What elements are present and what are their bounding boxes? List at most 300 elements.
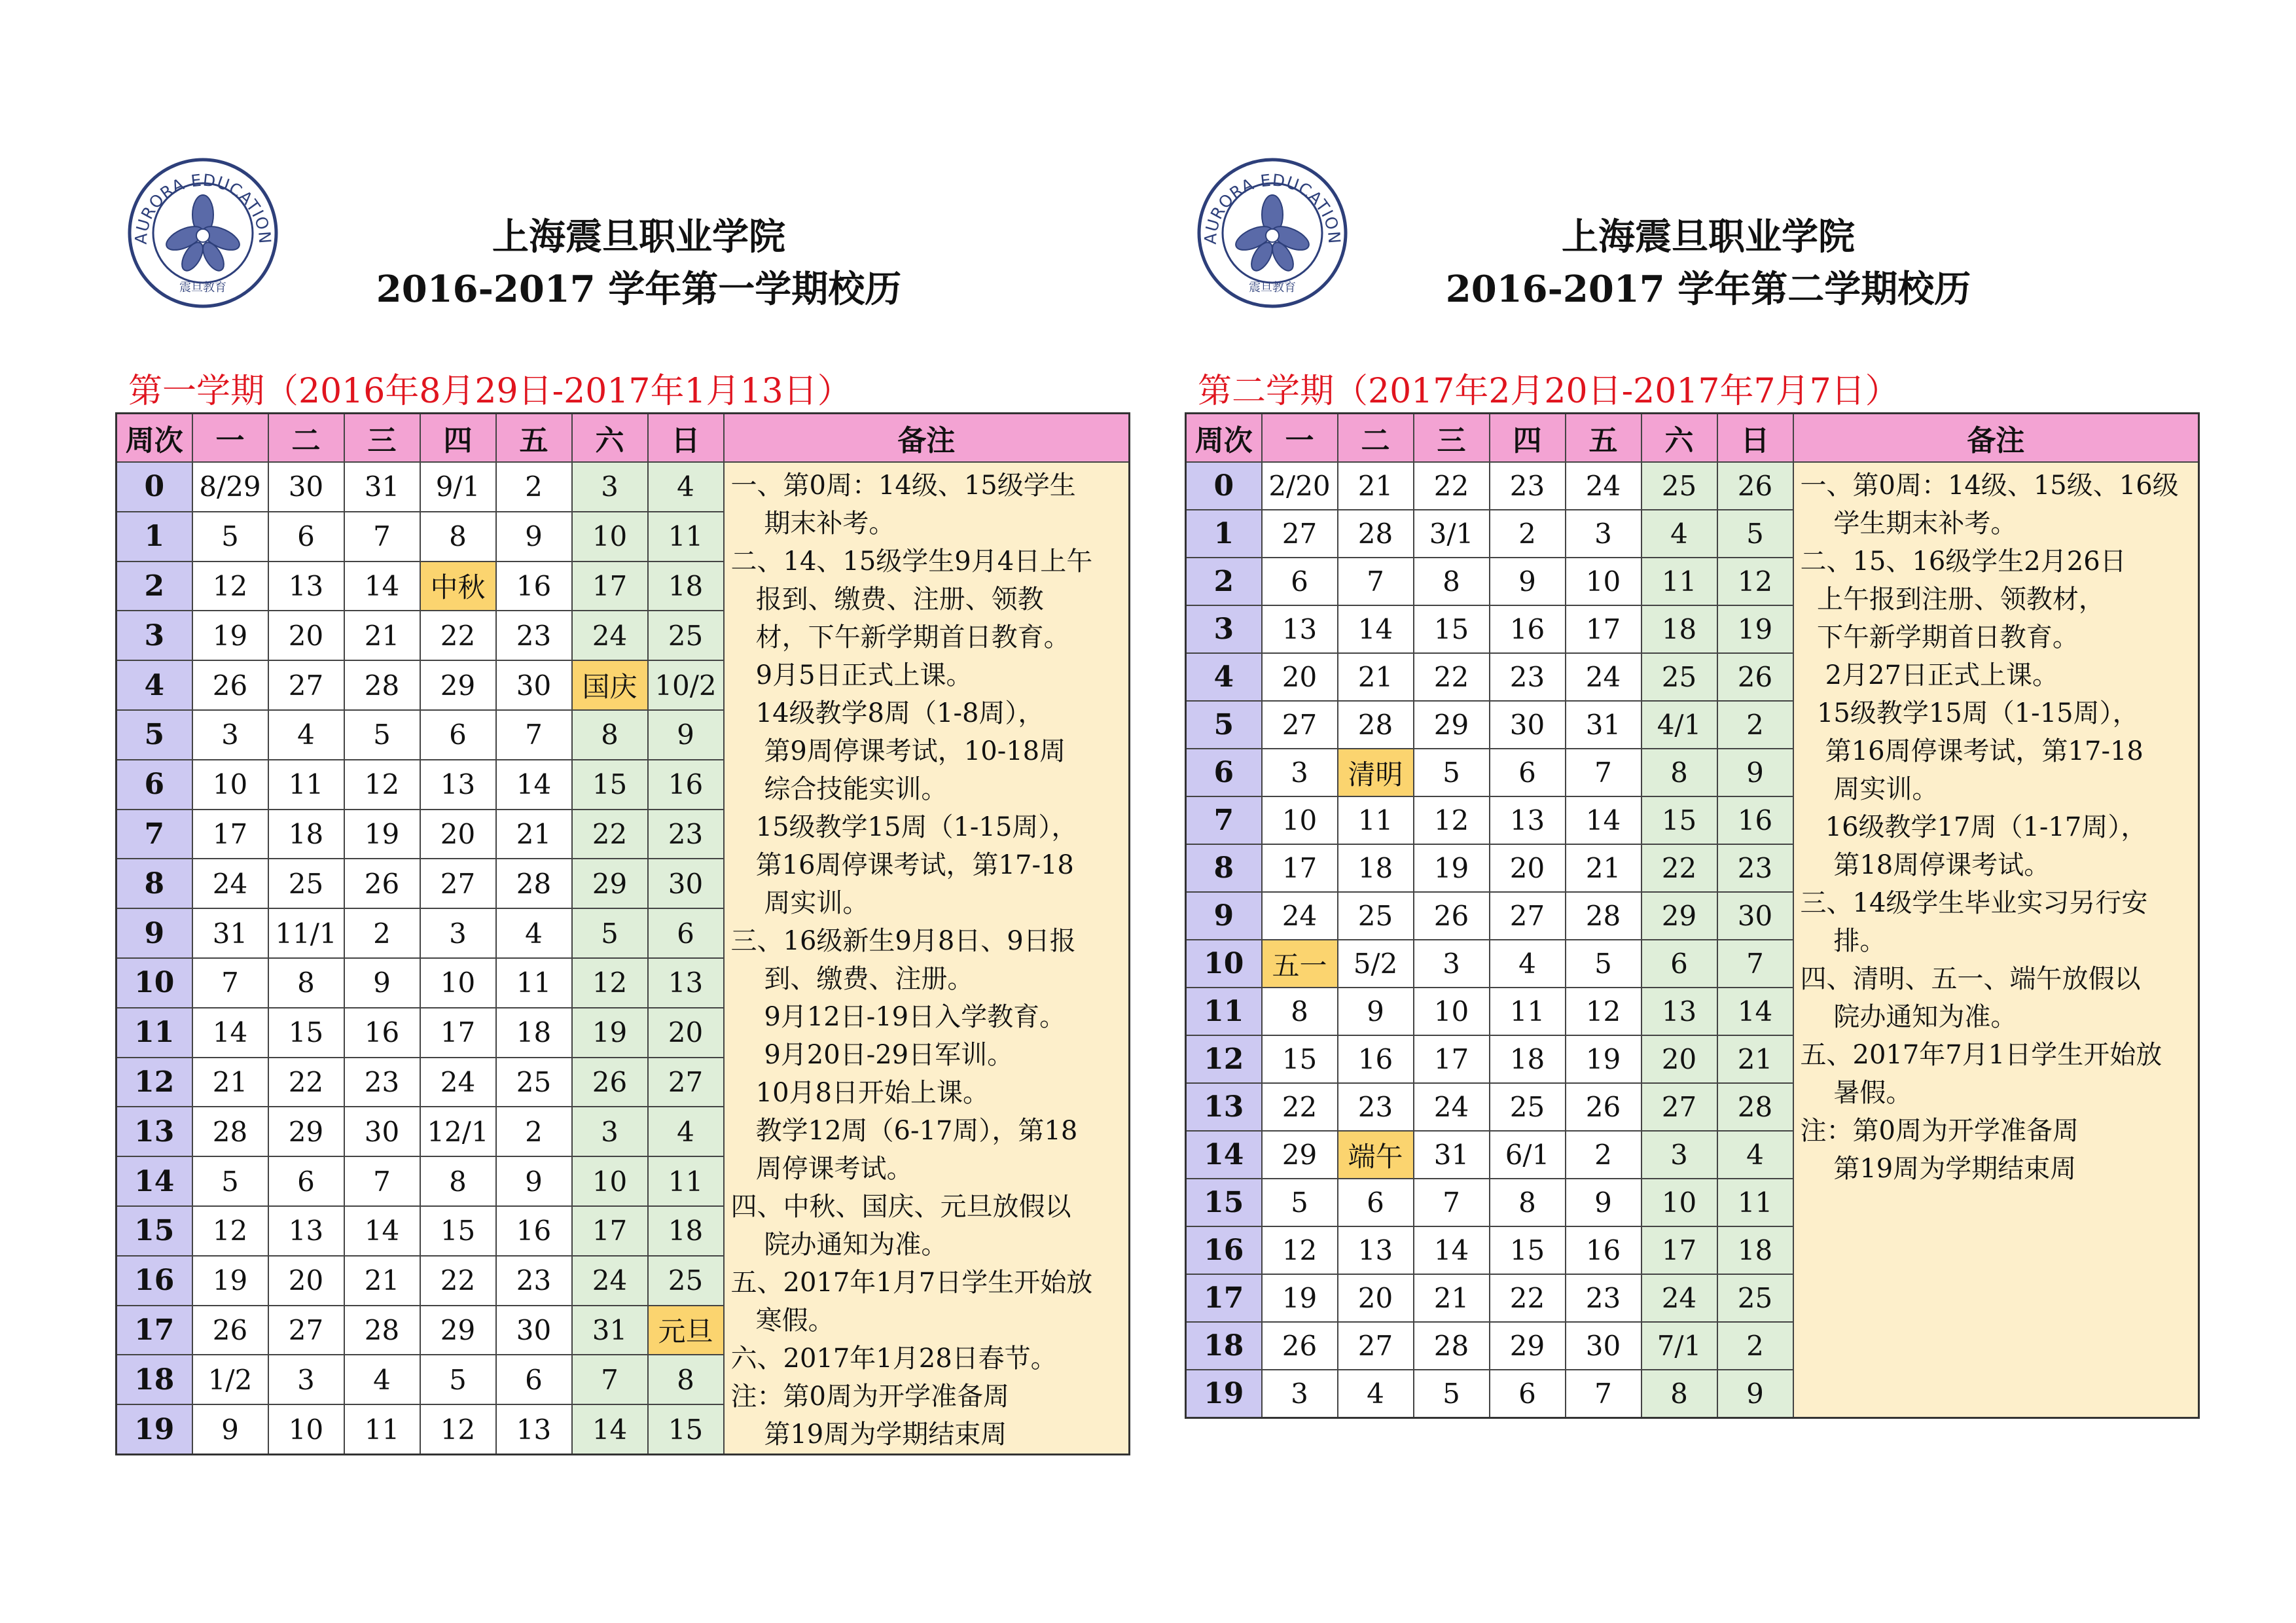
day-cell: 16: [344, 1008, 420, 1058]
day-cell: 13: [268, 1206, 344, 1256]
day-cell: 29: [420, 660, 496, 710]
day-cell: 18: [268, 810, 344, 859]
day-cell: 10/2: [648, 660, 724, 710]
day-cell: 23: [496, 1256, 572, 1306]
week-number: 9: [117, 908, 192, 958]
day-cell: 15: [1414, 605, 1490, 653]
day-cell: 18: [1490, 1035, 1566, 1083]
day-cell: 28: [496, 859, 572, 908]
day-cell: 19: [1414, 844, 1490, 892]
week-number: 11: [1186, 988, 1262, 1035]
day-cell: 12: [192, 562, 268, 611]
day-cell: 13: [420, 760, 496, 810]
day-cell: 16: [648, 760, 724, 810]
day-cell: 6: [1641, 940, 1717, 988]
day-cell: 27: [648, 1058, 724, 1107]
day-cell: 21: [344, 1256, 420, 1306]
day-cell: 24: [1566, 653, 1641, 701]
day-cell: 7: [344, 1156, 420, 1206]
day-cell: 17: [1641, 1226, 1717, 1274]
day-cell: 11/1: [268, 908, 344, 958]
day-cell: 12: [1566, 988, 1641, 1035]
week-number: 4: [1186, 653, 1262, 701]
day-cell: 30: [268, 462, 344, 512]
day-cell: 3: [572, 462, 648, 512]
logo-sub-text: 震旦教育: [1249, 281, 1296, 294]
week-number: 10: [117, 958, 192, 1008]
day-cell: 26: [1414, 892, 1490, 940]
day-cell: 14: [344, 562, 420, 611]
day-cell: 22: [1490, 1274, 1566, 1322]
day-cell: 27: [1262, 510, 1338, 558]
note-line: 期末补考。: [730, 508, 895, 539]
note-line: 第16周停课考试，第17-18: [1800, 736, 2144, 766]
day-cell: 18: [648, 1206, 724, 1256]
note-line: 学生期末补考。: [1800, 508, 2017, 539]
day-cell: 6: [1490, 1370, 1566, 1418]
day-cell: 10: [420, 958, 496, 1008]
school-name: 上海震旦职业学院: [1562, 215, 1855, 259]
note-line: 三、16级新生9月8日、9日报: [730, 926, 1076, 956]
note-line: 第9周停课考试，10-18周: [730, 736, 1066, 766]
header-cell: 一: [192, 414, 268, 463]
day-cell: 16: [1566, 1226, 1641, 1274]
day-cell: 21: [496, 810, 572, 859]
day-cell: 20: [1262, 653, 1338, 701]
day-cell: 15: [648, 1404, 724, 1454]
day-cell: 4: [1490, 940, 1566, 988]
header-cell: 周次: [1186, 414, 1262, 463]
day-cell: 9: [648, 710, 724, 760]
day-cell: 11: [1338, 796, 1414, 844]
day-cell: 28: [1338, 701, 1414, 749]
day-cell: 22: [572, 810, 648, 859]
week-number: 19: [1186, 1370, 1262, 1418]
day-cell: 8: [420, 1156, 496, 1206]
day-cell: 15: [1262, 1035, 1338, 1083]
day-cell: 20: [1338, 1274, 1414, 1322]
day-cell: 17: [192, 810, 268, 859]
day-cell: 25: [268, 859, 344, 908]
day-cell: 22: [420, 1256, 496, 1306]
semester-1-calendar: [115, 151, 1130, 1450]
day-cell: 3: [1262, 749, 1338, 796]
day-cell: 10: [572, 512, 648, 562]
day-cell: 13: [268, 562, 344, 611]
day-cell: 2: [1566, 1131, 1641, 1179]
day-cell: 3: [420, 908, 496, 958]
note-line: 10月8日开始上课。: [730, 1078, 990, 1108]
holiday-cell: 国庆: [572, 660, 648, 710]
calendar-title: 2016-2017 学年第二学期校历: [1445, 268, 1971, 311]
day-cell: 24: [1414, 1083, 1490, 1131]
day-cell: 14: [1414, 1226, 1490, 1274]
day-cell: 27: [1490, 892, 1566, 940]
day-cell: 18: [1338, 844, 1414, 892]
day-cell: 16: [496, 562, 572, 611]
notes-cell: [724, 462, 1130, 1455]
day-cell: 8: [1641, 749, 1717, 796]
day-cell: 27: [1262, 701, 1338, 749]
header-row: [1186, 414, 2199, 463]
day-cell: 9: [1717, 749, 1793, 796]
day-cell: 5: [420, 1355, 496, 1404]
day-cell: 10: [1566, 558, 1641, 605]
header-cell: 二: [268, 414, 344, 463]
note-line: 三、14级学生毕业实习另行安: [1800, 888, 2148, 918]
calendar-title-block: [1414, 211, 2003, 315]
day-cell: 7: [1717, 940, 1793, 988]
note-line: 排。: [1800, 926, 1886, 956]
day-cell: 2/20: [1262, 462, 1338, 510]
note-line: 二、14、15级学生9月4日上午: [730, 546, 1093, 577]
day-cell: 14: [192, 1008, 268, 1058]
week-number: 5: [117, 710, 192, 760]
day-cell: 28: [1566, 892, 1641, 940]
note-line: 周实训。: [730, 888, 869, 918]
day-cell: 4: [1338, 1370, 1414, 1418]
day-cell: 9/1: [420, 462, 496, 512]
header-cell: 备注: [724, 414, 1130, 463]
day-cell: 19: [572, 1008, 648, 1058]
day-cell: 8: [572, 710, 648, 760]
note-line: 周实训。: [1800, 774, 1939, 804]
day-cell: 17: [1414, 1035, 1490, 1083]
day-cell: 5: [1414, 749, 1490, 796]
day-cell: 12: [420, 1404, 496, 1454]
note-line: 周停课考试。: [730, 1154, 913, 1184]
day-cell: 20: [420, 810, 496, 859]
logo-ring-text: AURORA EDUCATION: [1200, 170, 1344, 245]
day-cell: 13: [496, 1404, 572, 1454]
day-cell: 11: [1717, 1179, 1793, 1226]
day-cell: 19: [192, 611, 268, 660]
day-cell: 31: [192, 908, 268, 958]
day-cell: 9: [344, 958, 420, 1008]
note-line: 一、第0周：14级、15级、16级: [1800, 471, 2179, 501]
day-cell: 25: [1641, 653, 1717, 701]
day-cell: 2: [496, 462, 572, 512]
day-cell: 6/1: [1490, 1131, 1566, 1179]
week-number: 3: [1186, 605, 1262, 653]
day-cell: 4: [1641, 510, 1717, 558]
day-cell: 2: [1717, 701, 1793, 749]
day-cell: 5: [192, 512, 268, 562]
note-line: 15级教学15周（1-15周），: [730, 812, 1078, 842]
day-cell: 24: [420, 1058, 496, 1107]
day-cell: 30: [1717, 892, 1793, 940]
week-number: 8: [117, 859, 192, 908]
week-number: 6: [1186, 749, 1262, 796]
day-cell: 27: [1338, 1322, 1414, 1370]
day-cell: 27: [1641, 1083, 1717, 1131]
day-cell: 26: [192, 660, 268, 710]
day-cell: 4: [344, 1355, 420, 1404]
day-cell: 8: [420, 512, 496, 562]
day-cell: 3: [1262, 1370, 1338, 1418]
day-cell: 18: [496, 1008, 572, 1058]
day-cell: 13: [1490, 796, 1566, 844]
note-line: 注：第0周为开学准备周: [1800, 1116, 2079, 1146]
day-cell: 24: [1262, 892, 1338, 940]
aurora-education-logo-icon: [127, 157, 279, 309]
day-cell: 21: [1717, 1035, 1793, 1083]
day-cell: 23: [1490, 653, 1566, 701]
day-cell: 12: [1414, 796, 1490, 844]
week-number: 3: [117, 611, 192, 660]
week-number: 2: [1186, 558, 1262, 605]
day-cell: 11: [268, 760, 344, 810]
week-number: 16: [1186, 1226, 1262, 1274]
day-cell: 21: [1338, 462, 1414, 510]
day-cell: 22: [1414, 462, 1490, 510]
week-number: 12: [1186, 1035, 1262, 1083]
header-cell: 一: [1262, 414, 1338, 463]
day-cell: 14: [344, 1206, 420, 1256]
day-cell: 22: [1641, 844, 1717, 892]
aurora-education-logo-icon: [1196, 157, 1348, 309]
day-cell: 3: [192, 710, 268, 760]
day-cell: 11: [496, 958, 572, 1008]
day-cell: 8: [1414, 558, 1490, 605]
day-cell: 23: [1566, 1274, 1641, 1322]
day-cell: 19: [1717, 605, 1793, 653]
day-cell: 11: [648, 512, 724, 562]
day-cell: 5: [1414, 1370, 1490, 1418]
day-cell: 22: [420, 611, 496, 660]
note-line: 15级教学15周（1-15周），: [1800, 698, 2139, 728]
day-cell: 9: [1490, 558, 1566, 605]
day-cell: 14: [496, 760, 572, 810]
logo-ring-text: AURORA EDUCATION: [131, 170, 275, 245]
calendar-table: [1185, 412, 2200, 1419]
day-cell: 24: [1566, 462, 1641, 510]
day-cell: 20: [648, 1008, 724, 1058]
day-cell: 9: [1566, 1179, 1641, 1226]
day-cell: 19: [344, 810, 420, 859]
note-line: 2月27日正式上课。: [1800, 660, 2059, 690]
day-cell: 23: [648, 810, 724, 859]
day-cell: 25: [1490, 1083, 1566, 1131]
day-cell: 5/2: [1338, 940, 1414, 988]
school-name: 上海震旦职业学院: [492, 215, 785, 259]
note-line: 下午新学期首日教育。: [1800, 622, 2079, 652]
week-row: [117, 462, 1130, 512]
week-number: 11: [117, 1008, 192, 1058]
day-cell: 16: [1338, 1035, 1414, 1083]
day-cell: 29: [572, 859, 648, 908]
note-line: 院办通知为准。: [1800, 1002, 2017, 1032]
day-cell: 29: [1262, 1131, 1338, 1179]
day-cell: 12: [1262, 1226, 1338, 1274]
note-line: 六、2017年1月28日春节。: [730, 1344, 1057, 1374]
day-cell: 10: [268, 1404, 344, 1454]
day-cell: 28: [1717, 1083, 1793, 1131]
day-cell: 3: [1414, 940, 1490, 988]
header-cell: 三: [344, 414, 420, 463]
day-cell: 4: [268, 710, 344, 760]
day-cell: 3: [1641, 1131, 1717, 1179]
notes-cell: [1793, 462, 2199, 1418]
day-cell: 3: [572, 1107, 648, 1156]
day-cell: 26: [1262, 1322, 1338, 1370]
note-line: 一、第0周：14级、15级学生: [730, 471, 1076, 501]
day-cell: 27: [268, 1306, 344, 1355]
day-cell: 10: [572, 1156, 648, 1206]
day-cell: 21: [344, 611, 420, 660]
day-cell: 23: [1490, 462, 1566, 510]
day-cell: 17: [572, 562, 648, 611]
day-cell: 17: [1262, 844, 1338, 892]
day-cell: 23: [496, 611, 572, 660]
day-cell: 29: [1414, 701, 1490, 749]
day-cell: 6: [1490, 749, 1566, 796]
day-cell: 30: [496, 1306, 572, 1355]
header-cell: 三: [1414, 414, 1490, 463]
week-number: 14: [1186, 1131, 1262, 1179]
day-cell: 19: [1262, 1274, 1338, 1322]
day-cell: 7/1: [1641, 1322, 1717, 1370]
day-cell: 5: [1566, 940, 1641, 988]
day-cell: 10: [1414, 988, 1490, 1035]
week-number: 1: [1186, 510, 1262, 558]
day-cell: 2: [344, 908, 420, 958]
note-line: 16级教学17周（1-17周），: [1800, 812, 2147, 842]
day-cell: 22: [268, 1058, 344, 1107]
day-cell: 19: [192, 1256, 268, 1306]
day-cell: 14: [1717, 988, 1793, 1035]
day-cell: 15: [572, 760, 648, 810]
day-cell: 9: [192, 1404, 268, 1454]
day-cell: 3/1: [1414, 510, 1490, 558]
day-cell: 4: [648, 1107, 724, 1156]
day-cell: 18: [1717, 1226, 1793, 1274]
week-number: 0: [117, 462, 192, 512]
day-cell: 31: [1414, 1131, 1490, 1179]
day-cell: 8: [648, 1355, 724, 1404]
day-cell: 7: [1566, 1370, 1641, 1418]
note-line: 综合技能实训。: [730, 774, 948, 804]
day-cell: 28: [344, 660, 420, 710]
day-cell: 23: [1338, 1083, 1414, 1131]
day-cell: 24: [192, 859, 268, 908]
note-line: 五、2017年1月7日学生开始放: [730, 1268, 1093, 1298]
day-cell: 28: [1338, 510, 1414, 558]
week-number: 7: [117, 810, 192, 859]
day-cell: 26: [192, 1306, 268, 1355]
week-number: 14: [117, 1156, 192, 1206]
header-cell: 五: [1566, 414, 1641, 463]
day-cell: 20: [268, 611, 344, 660]
day-cell: 27: [420, 859, 496, 908]
day-cell: 7: [496, 710, 572, 760]
note-line: 上午报到注册、领教材，: [1800, 584, 2105, 615]
day-cell: 25: [496, 1058, 572, 1107]
day-cell: 7: [192, 958, 268, 1008]
day-cell: 6: [1338, 1179, 1414, 1226]
week-number: 15: [117, 1206, 192, 1256]
day-cell: 4/1: [1641, 701, 1717, 749]
header-cell: 六: [572, 414, 648, 463]
header-cell: 备注: [1793, 414, 2199, 463]
holiday-cell: 五一: [1262, 940, 1338, 988]
day-cell: 10: [1262, 796, 1338, 844]
day-cell: 10: [192, 760, 268, 810]
day-cell: 25: [1338, 892, 1414, 940]
header-cell: 五: [496, 414, 572, 463]
week-number: 2: [117, 562, 192, 611]
note-line: 到、缴费、注册。: [730, 964, 974, 994]
note-line: 暑假。: [1800, 1078, 1912, 1108]
note-line: 五、2017年7月1日学生开始放: [1800, 1040, 2162, 1070]
day-cell: 16: [1717, 796, 1793, 844]
day-cell: 12: [344, 760, 420, 810]
day-cell: 5: [1717, 510, 1793, 558]
note-line: 寒假。: [730, 1306, 834, 1336]
note-line: 9月20日-29日军训。: [730, 1040, 1014, 1070]
day-cell: 31: [1566, 701, 1641, 749]
week-number: 12: [117, 1058, 192, 1107]
day-cell: 12: [1717, 558, 1793, 605]
day-cell: 21: [1338, 653, 1414, 701]
week-number: 0: [1186, 462, 1262, 510]
day-cell: 17: [1566, 605, 1641, 653]
header-cell: 日: [648, 414, 724, 463]
holiday-cell: 清明: [1338, 749, 1414, 796]
day-cell: 24: [1641, 1274, 1717, 1322]
day-cell: 24: [572, 611, 648, 660]
note-line: 注：第0周为开学准备周: [730, 1382, 1009, 1412]
day-cell: 21: [192, 1058, 268, 1107]
day-cell: 14: [572, 1404, 648, 1454]
day-cell: 6: [420, 710, 496, 760]
day-cell: 12: [192, 1206, 268, 1256]
day-cell: 15: [1490, 1226, 1566, 1274]
note-line: 9月5日正式上课。: [730, 660, 973, 690]
day-cell: 11: [1641, 558, 1717, 605]
day-cell: 30: [496, 660, 572, 710]
day-cell: 20: [268, 1256, 344, 1306]
day-cell: 3: [268, 1355, 344, 1404]
day-cell: 31: [572, 1306, 648, 1355]
day-cell: 4: [1717, 1131, 1793, 1179]
day-cell: 7: [1566, 749, 1641, 796]
day-cell: 7: [1338, 558, 1414, 605]
semester-2-calendar: [1185, 151, 2199, 1446]
day-cell: 15: [1641, 796, 1717, 844]
day-cell: 22: [1414, 653, 1490, 701]
day-cell: 8/29: [192, 462, 268, 512]
day-cell: 2: [1490, 510, 1566, 558]
week-number: 10: [1186, 940, 1262, 988]
day-cell: 6: [268, 1156, 344, 1206]
day-cell: 24: [572, 1256, 648, 1306]
day-cell: 30: [344, 1107, 420, 1156]
day-cell: 2: [496, 1107, 572, 1156]
week-number: 1: [117, 512, 192, 562]
day-cell: 16: [496, 1206, 572, 1256]
day-cell: 15: [268, 1008, 344, 1058]
note-line: 四、中秋、国庆、元旦放假以: [730, 1192, 1071, 1222]
week-number: 5: [1186, 701, 1262, 749]
day-cell: 4: [496, 908, 572, 958]
day-cell: 30: [1490, 701, 1566, 749]
day-cell: 29: [420, 1306, 496, 1355]
day-cell: 29: [1641, 892, 1717, 940]
day-cell: 11: [1490, 988, 1566, 1035]
day-cell: 27: [268, 660, 344, 710]
day-cell: 29: [1490, 1322, 1566, 1370]
